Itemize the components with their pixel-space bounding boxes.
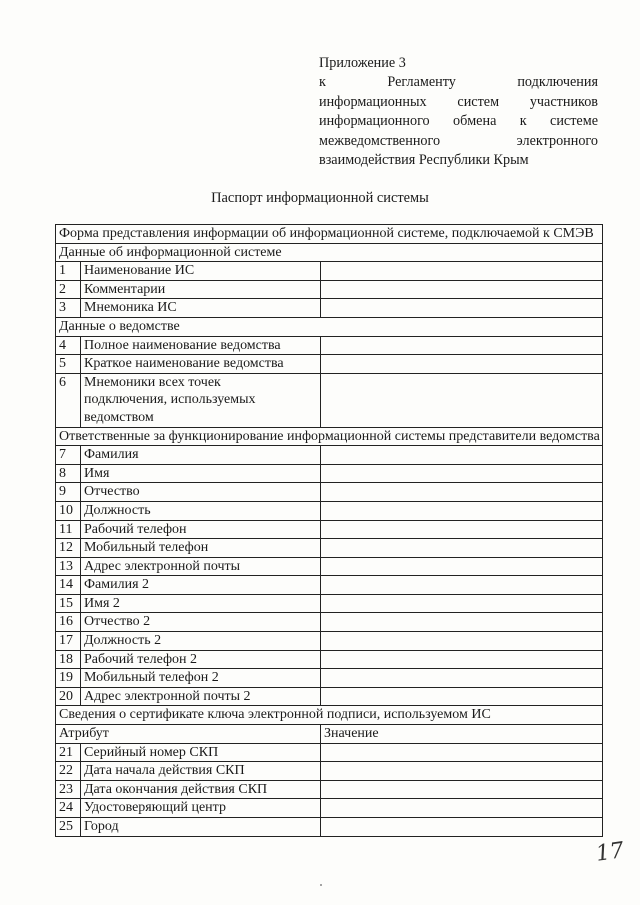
row-label: Наименование ИС [81, 262, 321, 281]
table-row [56, 464, 603, 483]
row-number: 21 [56, 743, 81, 762]
row-label: Комментарии [81, 280, 321, 299]
section-row [56, 706, 603, 725]
row-value-cell[interactable] [321, 650, 603, 669]
row-value-cell[interactable] [321, 613, 603, 632]
appendix-line: информационных систем участников [319, 93, 598, 110]
row-value-cell[interactable] [321, 576, 603, 595]
form-header-cell: Форма представления информации об информационной системе, подключаемой к СМЭВ [56, 225, 603, 244]
row-label: Фамилия 2 [81, 576, 321, 595]
row-label: Фамилия [81, 446, 321, 465]
table-row [56, 539, 603, 558]
table-row [56, 762, 603, 781]
table-row [56, 650, 603, 669]
table-row [56, 613, 603, 632]
row-value-cell[interactable] [321, 464, 603, 483]
row-value-cell[interactable] [321, 780, 603, 799]
row-value-cell[interactable] [321, 520, 603, 539]
row-label: Имя [81, 464, 321, 483]
row-number: 5 [56, 355, 81, 374]
table-row [56, 780, 603, 799]
table-row [56, 687, 603, 706]
row-number: 23 [56, 780, 81, 799]
row-number: 24 [56, 799, 81, 818]
value-header: Значение [321, 725, 603, 744]
row-label: Серийный номер СКП [81, 743, 321, 762]
table-row [56, 557, 603, 576]
appendix-line: межведомственного электронного [319, 132, 598, 149]
table-row [56, 299, 603, 318]
attr-header: Атрибут [56, 725, 321, 744]
section-cert-cell: Сведения о сертификате ключа электронной подписи, используемом ИС [56, 706, 603, 725]
row-label: Город [81, 818, 321, 837]
passport-table-body [56, 225, 603, 446]
row-value-cell[interactable] [321, 280, 603, 299]
table-row [56, 520, 603, 539]
table-row [56, 280, 603, 299]
row-label: Краткое наименование ведомства [81, 355, 321, 374]
row-label: Мнемоники всех точек подключения, используемых ведомством [81, 373, 321, 427]
row-number: 22 [56, 762, 81, 781]
row-label: Мобильный телефон [81, 539, 321, 558]
row-value-cell[interactable] [321, 501, 603, 520]
table-row [56, 818, 603, 837]
row-number: 4 [56, 336, 81, 355]
row-value-cell[interactable] [321, 483, 603, 502]
row-value-cell[interactable] [321, 632, 603, 651]
table-row [56, 262, 603, 281]
row-value-cell[interactable] [321, 539, 603, 558]
row-label: Мобильный телефон 2 [81, 669, 321, 688]
row-value-cell[interactable] [321, 262, 603, 281]
row-label: Дата начала действия СКП [81, 762, 321, 781]
row-number: 13 [56, 557, 81, 576]
table-row [56, 576, 603, 595]
row-label: Отчество [81, 483, 321, 502]
column-header-row [56, 725, 603, 744]
row-value-cell[interactable] [321, 355, 603, 374]
row-number: 3 [56, 299, 81, 318]
row-label: Рабочий телефон 2 [81, 650, 321, 669]
section-row [56, 243, 603, 262]
page-mark [320, 884, 322, 886]
row-value-cell[interactable] [321, 299, 603, 318]
row-value-cell[interactable] [321, 594, 603, 613]
row-number: 2 [56, 280, 81, 299]
row-number: 1 [56, 262, 81, 281]
row-label: Должность [81, 501, 321, 520]
passport-table [55, 224, 603, 837]
certificate-rows [56, 743, 603, 836]
appendix-line: взаимодействия Республики Крым [319, 152, 529, 169]
row-number: 17 [56, 632, 81, 651]
row-value-cell[interactable] [321, 669, 603, 688]
row-number: 6 [56, 373, 81, 427]
row-label: Рабочий телефон [81, 520, 321, 539]
table-row [56, 355, 603, 374]
row-label: Удостоверяющий центр [81, 799, 321, 818]
table-row [56, 799, 603, 818]
row-number: 14 [56, 576, 81, 595]
responsible-rows [56, 446, 603, 706]
row-value-cell[interactable] [321, 373, 603, 427]
row-value-cell[interactable] [321, 446, 603, 465]
row-number: 20 [56, 687, 81, 706]
row-value-cell[interactable] [321, 799, 603, 818]
section-dept-cell: Данные о ведомстве [56, 317, 603, 336]
table-row [56, 446, 603, 465]
row-label: Адрес электронной почты [81, 557, 321, 576]
table-row [56, 632, 603, 651]
table-row [56, 669, 603, 688]
row-number: 7 [56, 446, 81, 465]
row-value-cell[interactable] [321, 687, 603, 706]
row-value-cell[interactable] [321, 557, 603, 576]
row-number: 18 [56, 650, 81, 669]
section-row [56, 317, 603, 336]
document-title: Паспорт информационной системы [211, 190, 429, 206]
row-label: Отчество 2 [81, 613, 321, 632]
row-value-cell[interactable] [321, 336, 603, 355]
table-row [56, 483, 603, 502]
section-is-cell: Данные об информационной системе [56, 243, 603, 262]
table-row [56, 743, 603, 762]
form-header-row [56, 225, 603, 244]
row-label: Должность 2 [81, 632, 321, 651]
appendix-line: к Регламенту подключения [319, 74, 598, 91]
row-label: Полное наименование ведомства [81, 336, 321, 355]
section-responsible-cell: Ответственные за функционирование информационной системы представители ведомства [56, 427, 603, 446]
row-number: 16 [56, 613, 81, 632]
table-row [56, 336, 603, 355]
row-number: 19 [56, 669, 81, 688]
row-label: Имя 2 [81, 594, 321, 613]
handwritten-page-number: 17 [594, 838, 626, 867]
row-label: Адрес электронной почты 2 [81, 687, 321, 706]
row-value-cell[interactable] [321, 818, 603, 837]
row-number: 11 [56, 520, 81, 539]
row-number: 9 [56, 483, 81, 502]
certificate-section [56, 706, 603, 743]
appendix-title: Приложение 3 [319, 55, 406, 71]
row-label: Дата окончания действия СКП [81, 780, 321, 799]
row-value-cell[interactable] [321, 743, 603, 762]
appendix-line: информационного обмена к системе [319, 113, 598, 130]
row-number: 25 [56, 818, 81, 837]
row-label: Мнемоника ИС [81, 299, 321, 318]
row-number: 8 [56, 464, 81, 483]
row-number: 10 [56, 501, 81, 520]
row-number: 12 [56, 539, 81, 558]
appendix-block [319, 54, 598, 170]
section-row [56, 427, 603, 446]
row-value-cell[interactable] [321, 762, 603, 781]
table-row [56, 594, 603, 613]
row-number: 15 [56, 594, 81, 613]
table-row [56, 501, 603, 520]
table-row [56, 373, 603, 427]
